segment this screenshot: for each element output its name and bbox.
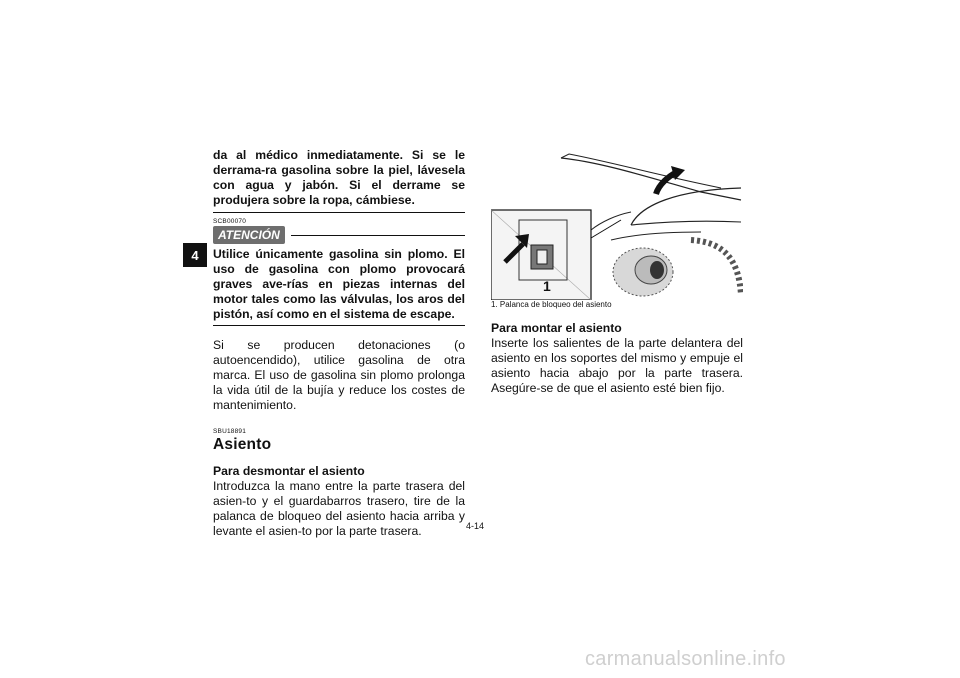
atencion-top-rule <box>291 235 465 236</box>
atencion-badge: ATENCIÓN <box>213 226 285 244</box>
watermark: carmanualsonline.info <box>585 648 786 670</box>
install-seat-text: Inserte los salientes de la parte delantera del asiento en los soportes del mismo y empuje el asiento hacia abajo por la parte trasera. Asegúre-se de que el asiento esté bien fijo. <box>491 336 743 395</box>
atencion-header <box>213 226 465 244</box>
chapter-number: 4 <box>191 247 199 263</box>
warning-end-rule <box>213 212 465 213</box>
right-column <box>491 300 743 396</box>
detonation-paragraph: Si se producen detonaciones (o autoencendido), utilice gasolina de otra marca. El uso de gasolina sin plomo prolonga la vida útil de la bujía y reduce los costes de mantenimiento. <box>213 338 465 412</box>
atencion-text: Utilice únicamente gasolina sin plomo. El uso de gasolina con plomo provocará graves ave-rías en piezas internas del motor tales como las válvulas, los aros del pistón, así como en el sistema de escape. <box>213 247 465 321</box>
remove-seat-heading: Para desmontar el asiento <box>213 464 365 478</box>
chapter-tab <box>183 243 207 267</box>
atencion-code: SCB00070 <box>213 218 247 225</box>
figure-callout-1: 1 <box>543 278 551 294</box>
remove-seat-text: Introduzca la mano entre la parte trasera del asien-to y el guardabarros trasero, tire de la palanca de bloqueo del asiento hacia arriba y levante el asien-to por la parte trasera. <box>213 479 465 538</box>
page-number: 4-14 <box>466 521 485 531</box>
section-title: Asiento <box>213 436 272 453</box>
install-seat-heading: Para montar el asiento <box>491 321 622 335</box>
figure-caption: 1. Palanca de bloqueo del asiento <box>491 300 612 309</box>
left-column <box>213 148 465 539</box>
continued-warning-text: da al médico inmediatamente. Si se le derrama-ra gasolina sobre la piel, lávesela con agua y jabón. Si el derrame se produjera sobre la ropa, cámbiese. <box>213 148 465 207</box>
seat-lock-figure <box>491 150 743 300</box>
atencion-end-rule <box>213 325 465 326</box>
section-code: SBU18891 <box>213 428 247 435</box>
seat-illustration <box>491 150 743 300</box>
